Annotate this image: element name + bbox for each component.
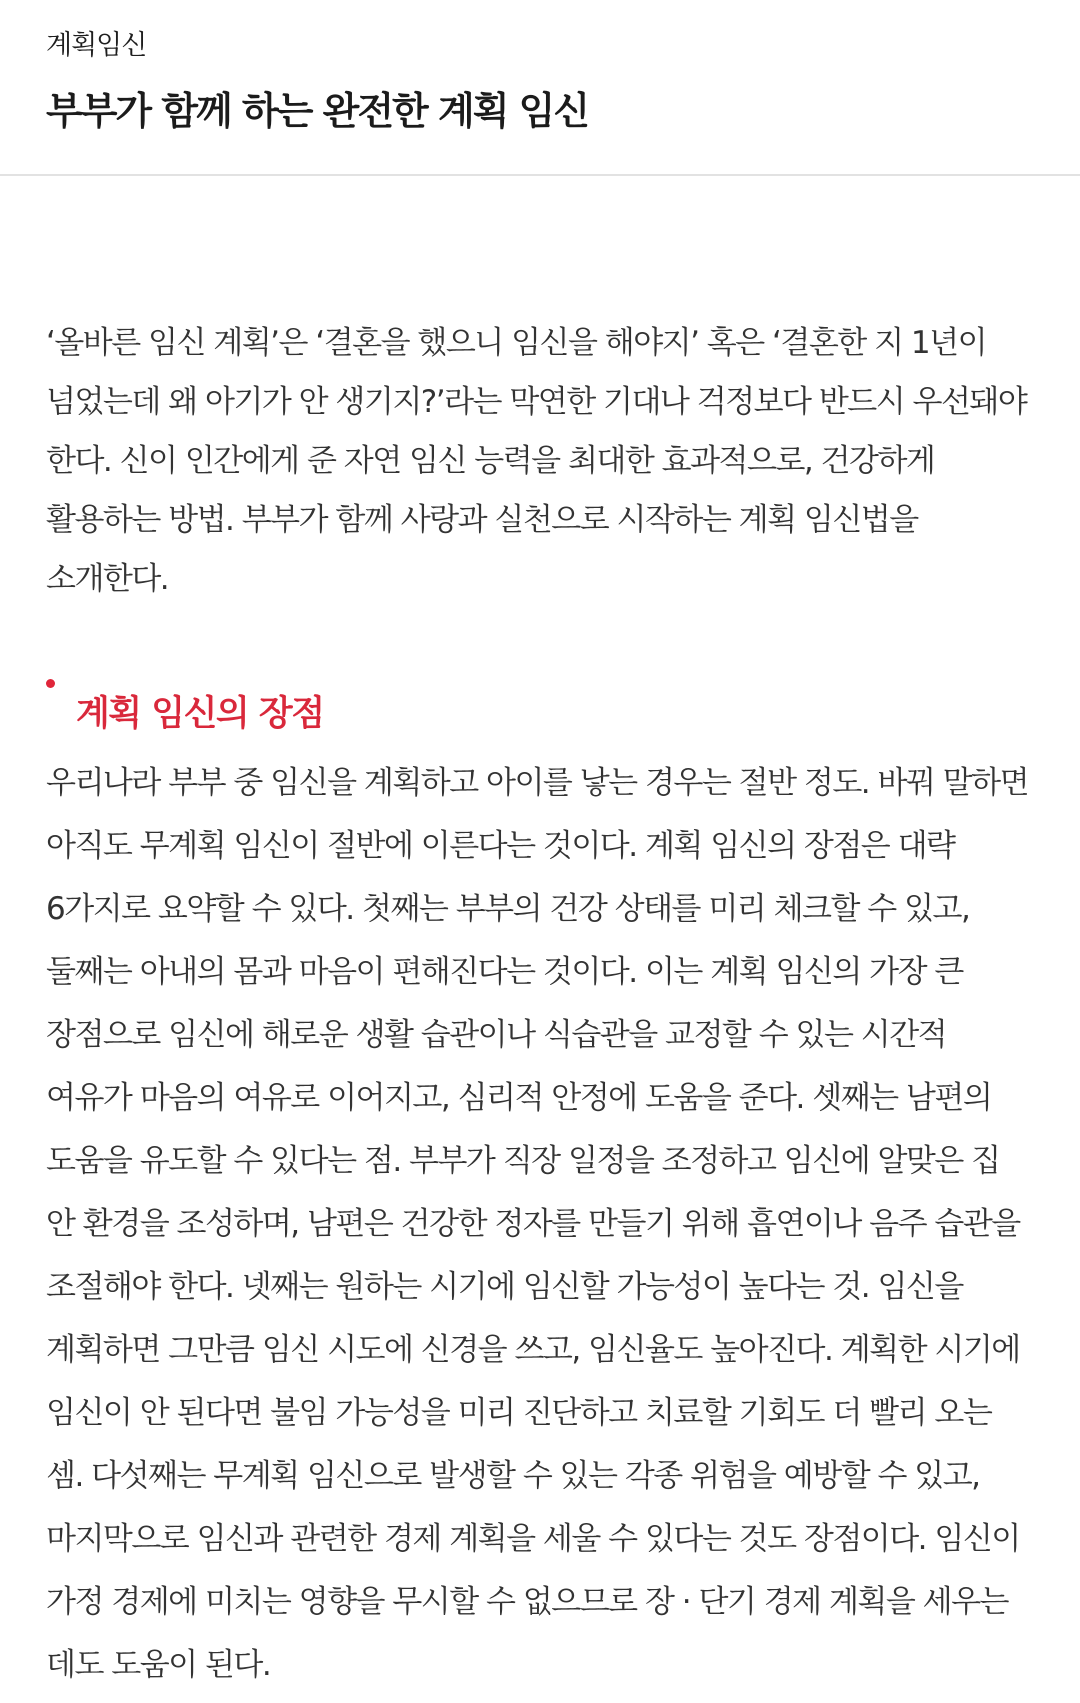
section-bullet-dot (46, 679, 55, 688)
section-body-paragraph: 우리나라 부부 중 임신을 계획하고 아이를 낳는 경우는 절반 정도. 바꿔 말하면 아직도 무계획 임신이 절반에 이른다는 것이다. 계획 임신의 장점은 대략 6가지로 요약할 수 있다. 첫째는 부부의 건강 상태를 미리 체크할 수 있고, 둘째는 아내의 몸과 마음이 편해진다는 것이다. 이는 계획 임신의 가장 큰 장점으로 임신에 해로운 생활 습관이나 식습관을 교정할 수 있는 시간적 여유가 마음의 여유로 이어지고, 심리적 안정에 도움을 준다. 셋째는 남편의 도움을 유도할 수 있다는 점. 부부가 직장 일정을 조정하고 임신에 알맞은 집 안 환경을 조성하며, 남편은 건강한 정자를 만들기 위해 흡연이나 음주 습관을 조절해야 한다. 넷째는 원하는 시기에 임신할 가능성이 높다는 것. 임신을 계획하면 그만큼 임신 시도에 신경을 쓰고, 임신율도 높아진다. 계획한 시기에 임신이 안 된다면 불임 가능성을 미리 진단하고 치료할 기회도 더 빨리 오는 셈. 다섯째는 무계획 임신으로 발생할 수 있는 각종 위험을 예방할 수 있고, 마지막으로 임신과 관련한 경제 계획을 세울 수 있다는 것도 장점이다. 임신이 가정 경제에 미치는 영향을 무시할 수 없으므로 장 · 단기 경제 계획을 세우는 데도 도움이 된다. (46, 765, 1029, 1683)
article-header (0, 0, 1080, 176)
section-heading: 계획 임신의 장점 (76, 694, 324, 734)
intro-paragraph: ‘올바른 임신 계획’은 ‘결혼을 했으니 임신을 해야지’ 혹은 ‘결혼한 지 1년이 넘었는데 왜 아기가 안 생기지?’라는 막연한 기대나 걱정보다 반드시 우선돼야 한다. 신이 인간에게 준 자연 임신 능력을 최대한 효과적으로, 건강하게 활용하는 방법. 부부가 함께 사랑과 실천으로 시작하는 계획 임신법을 소개한다. (46, 325, 1027, 597)
article-title: 부부가 함께 하는 완전한 계획 임신 (46, 89, 589, 133)
category-label: 계획임신 (46, 30, 147, 61)
